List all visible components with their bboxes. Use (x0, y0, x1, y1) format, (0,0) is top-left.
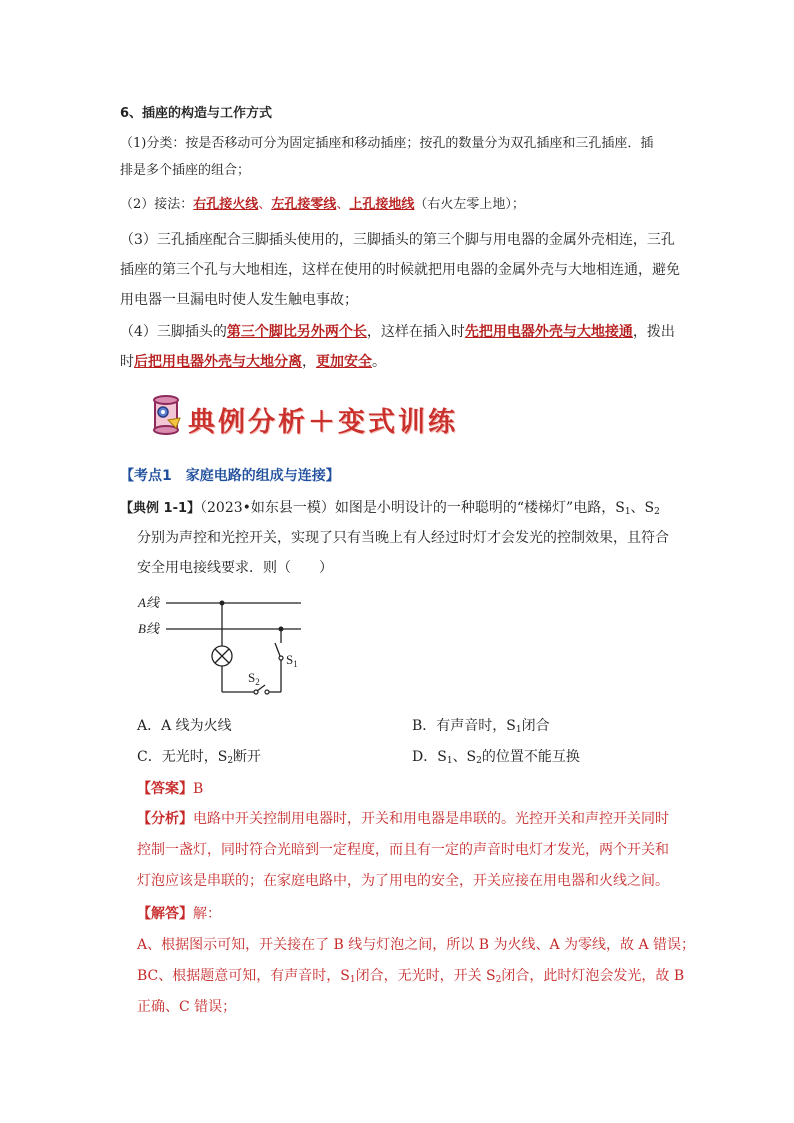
analysis-line-2: 控制一盏灯，同时符合光暗到一定程度，而且有一定的声音时电灯才发光，两个开关和 (137, 842, 669, 858)
solution-line-1: A、根据图示可知，开关接在了 B 线与灯泡之间，所以 B 为火线、A 为零线，故 A 错误； (137, 937, 696, 953)
paragraph-1-line-2: 排是多个插座的组合； (120, 163, 251, 178)
example-label: 【典例 1-1】 (120, 501, 201, 516)
p4-highlight-1: 第三个脚比另外两个长 (226, 324, 367, 340)
line-a-label: A线 (138, 595, 159, 610)
answer-value: B (193, 781, 204, 797)
example-line-3: 安全用电接线要求．则（ ） (137, 560, 333, 576)
paragraph-4-line-1 (120, 322, 675, 342)
p4-highlight-2: 先把用电器外壳与大地接通 (464, 324, 633, 340)
s1-label: $S_1$ (286, 652, 298, 669)
section-title: 6、插座的构造与工作方式 (120, 106, 273, 121)
p4-highlight-3: 后把用电器外壳与大地分离 (134, 354, 302, 370)
paragraph-3-line-3: 用电器一旦漏电时使人发生触电事故； (120, 292, 358, 308)
banner-title: 典例分析＋变式训练 (188, 407, 458, 438)
solution-line-3: 正确、C 错误； (137, 999, 237, 1015)
p4b-mid: ， (302, 354, 316, 370)
example-line-1 (120, 498, 660, 522)
option-c: C．无光时，$S_2$断开 (137, 749, 262, 766)
example-sep: 、S (630, 500, 655, 516)
p4b-prefix: 时 (120, 354, 134, 370)
example-line-2: 分别为声控和光控开关，实现了只有当晚上有人经过时灯才会发光的控制效果，且符合 (137, 530, 669, 546)
switch-s1 (279, 656, 283, 660)
solution-line-2: BC、根据题意可知，有声音时，$S_1$闭合，无光时，开关 $S_2$闭合，此时灯泡会发光，故 B (137, 968, 685, 985)
paragraph-3-line-2: 插座的第三个孔与大地相连，这样在使用的时候就把用电器的金属外壳与大地相连通，避免 (120, 262, 680, 278)
option-d: D．$S_1$、$S_2$的位置不能互换 (412, 749, 580, 766)
p4b-end: 。 (372, 354, 386, 370)
analysis-line-1: 【分析】电路中开关控制用电器时，开关和用电器是串联的。光控开关和声控开关同时 (137, 811, 669, 827)
answer-label: 【答案】 (137, 781, 193, 797)
s1-subscript: 1 (624, 507, 631, 517)
paragraph-1-line-1: （1)分类：按是否移动可分为固定插座和移动插座；按孔的数量分为双孔插座和三孔插座．插 (120, 136, 654, 151)
paragraph-4-line-2 (120, 352, 386, 372)
answer (137, 779, 203, 799)
solution-heading: 【解答】解： (137, 906, 221, 922)
analysis-label: 【分析】 (137, 811, 193, 827)
p2-sep-1: 、 (258, 197, 272, 212)
option-a: A．A 线为火线 (137, 718, 232, 734)
p2-prefix: （2）接法： (120, 197, 194, 212)
circuit-diagram (136, 588, 316, 698)
topic-heading: 【考点1 家庭电路的组成与连接】 (120, 468, 340, 484)
example-text-1: （2023•如东县一模）如图是小明设计的一种聪明的“楼梯灯”电路，S (200, 500, 625, 516)
p4-end: ，拨出 (632, 324, 675, 340)
p2-highlight-3: 上孔接地线 (349, 197, 415, 212)
p2-sep-2: 、 (336, 197, 350, 212)
scroll-icon (150, 394, 186, 438)
p2-highlight-2: 左孔接零线 (271, 197, 337, 212)
line-b-label: B线 (138, 621, 159, 636)
p4-highlight-4: 更加安全 (316, 354, 372, 370)
p4-prefix: （4）三脚插头的 (120, 324, 227, 340)
section-banner (150, 394, 470, 440)
option-b: B．有声音时，$S_1$闭合 (412, 718, 550, 735)
s2-subscript: 2 (654, 507, 660, 517)
p2-highlight-1: 右孔接火线 (193, 197, 259, 212)
p4-mid: ，这样在插入时 (366, 324, 465, 340)
paragraph-3-line-1: （3）三孔插座配合三脚插头使用的，三脚插头的第三个脚与用电器的金属外壳相连，三孔 (120, 232, 675, 248)
analysis-line-3: 灯泡应该是串联的；在家庭电路中，为了用电的安全，开关应接在用电器和火线之间。 (137, 873, 669, 889)
p2-suffix: （右火左零上地）； (414, 197, 525, 212)
paragraph-2 (120, 195, 525, 215)
solution-label: 【解答】 (137, 906, 193, 922)
s2-label: $S_2$ (248, 670, 260, 687)
